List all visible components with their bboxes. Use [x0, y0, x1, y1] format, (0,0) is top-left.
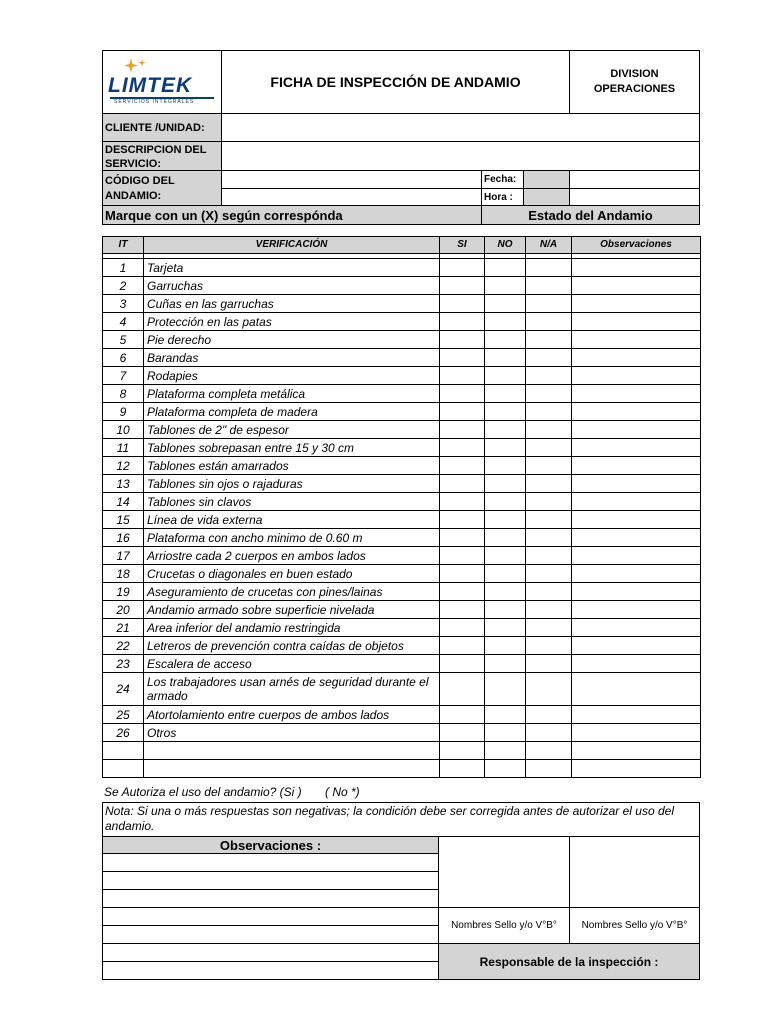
cell-si[interactable]	[440, 511, 485, 529]
empty-row	[103, 760, 701, 778]
cell-si[interactable]	[440, 706, 485, 724]
obs-line-1[interactable]	[102, 853, 439, 872]
cell-no[interactable]	[485, 547, 526, 565]
cell-na[interactable]	[526, 547, 572, 565]
cell-observaciones[interactable]	[572, 583, 701, 601]
descripcion-label	[102, 141, 222, 171]
cell-observaciones[interactable]	[572, 385, 701, 403]
fecha-extra-field[interactable]	[569, 170, 700, 189]
estado-label: Estado del Andamio	[481, 205, 700, 225]
cell-observaciones[interactable]	[572, 706, 701, 724]
cell-no[interactable]	[485, 475, 526, 493]
cell-na[interactable]	[526, 565, 572, 583]
obs-line-3[interactable]	[102, 889, 439, 908]
cell-na[interactable]	[526, 655, 572, 673]
cell-si[interactable]	[440, 583, 485, 601]
cell-si[interactable]	[440, 565, 485, 583]
table-row	[103, 655, 701, 673]
fecha-label: Fecha:	[481, 170, 524, 189]
page-title: FICHA DE INSPECCIÓN DE ANDAMIO	[221, 50, 570, 114]
table-row	[103, 673, 701, 706]
cell-na[interactable]	[526, 637, 572, 655]
item-number	[103, 760, 144, 778]
cell-no[interactable]	[485, 349, 526, 367]
cell-no[interactable]	[485, 601, 526, 619]
cell-no[interactable]	[485, 760, 526, 778]
item-text: Pie derecho	[144, 331, 440, 349]
item-text: Crucetas o diagonales en buen estado	[144, 565, 440, 583]
item-number: 10	[103, 421, 144, 439]
item-number: 26	[103, 724, 144, 742]
table-row	[103, 421, 701, 439]
item-text: Atortolamiento entre cuerpos de ambos lados	[144, 706, 440, 724]
header-observaciones: Observaciones	[572, 237, 701, 254]
item-text	[144, 742, 440, 760]
item-text: Rodapies	[144, 367, 440, 385]
item-text: Barandas	[144, 349, 440, 367]
cell-no[interactable]	[485, 403, 526, 421]
item-text: Plataforma completa de madera	[144, 403, 440, 421]
cell-no[interactable]	[485, 724, 526, 742]
item-text: Otros	[144, 724, 440, 742]
cell-observaciones[interactable]	[572, 331, 701, 349]
descripcion-field[interactable]	[221, 141, 700, 171]
cell-na[interactable]	[526, 529, 572, 547]
table-row	[103, 601, 701, 619]
cell-no[interactable]	[485, 277, 526, 295]
item-number: 7	[103, 367, 144, 385]
cell-si[interactable]	[440, 313, 485, 331]
cell-na[interactable]	[526, 331, 572, 349]
cell-na[interactable]	[526, 673, 572, 706]
table-row	[103, 331, 701, 349]
hora-label: Hora :	[481, 188, 524, 206]
item-number: 9	[103, 403, 144, 421]
cell-si[interactable]	[440, 547, 485, 565]
table-row	[103, 295, 701, 313]
item-number: 24	[103, 673, 144, 706]
descripcion-label-1: DESCRIPCION DEL	[105, 144, 207, 156]
obs-line-2[interactable]	[102, 871, 439, 890]
cell-no[interactable]	[485, 583, 526, 601]
cliente-field[interactable]	[221, 113, 700, 142]
item-text: Tablones de 2" de espesor	[144, 421, 440, 439]
table-row	[103, 493, 701, 511]
table-row	[103, 529, 701, 547]
table-row	[103, 313, 701, 331]
obs-line-5[interactable]	[102, 925, 439, 944]
cell-na[interactable]	[526, 601, 572, 619]
cell-observaciones[interactable]	[572, 547, 701, 565]
cell-observaciones[interactable]	[572, 637, 701, 655]
cell-si[interactable]	[440, 619, 485, 637]
item-text	[144, 760, 440, 778]
cell-observaciones[interactable]	[572, 619, 701, 637]
observaciones-label: Observaciones :	[102, 836, 439, 854]
cell-si[interactable]	[440, 421, 485, 439]
item-text: Plataforma completa metálica	[144, 385, 440, 403]
item-text: Tablones sin clavos	[144, 493, 440, 511]
table-row	[103, 547, 701, 565]
table-row	[103, 583, 701, 601]
item-number: 11	[103, 439, 144, 457]
cell-na[interactable]	[526, 493, 572, 511]
obs-line-7[interactable]	[102, 961, 439, 980]
item-number: 19	[103, 583, 144, 601]
cell-observaciones[interactable]	[572, 277, 701, 295]
company-logo	[106, 56, 218, 108]
item-text: Tablones sobrepasan entre 15 y 30 cm	[144, 439, 440, 457]
item-text: Garruchas	[144, 277, 440, 295]
obs-line-4[interactable]	[102, 907, 439, 926]
division-line2: OPERACIONES	[593, 83, 676, 95]
item-text: Tablones sin ojos o rajaduras	[144, 475, 440, 493]
cell-observaciones[interactable]	[572, 403, 701, 421]
cell-no[interactable]	[485, 313, 526, 331]
cell-si[interactable]	[440, 655, 485, 673]
item-text: Tarjeta	[144, 259, 440, 277]
cell-na[interactable]	[526, 295, 572, 313]
cell-si[interactable]	[440, 259, 485, 277]
cell-si[interactable]	[440, 457, 485, 475]
item-number: 16	[103, 529, 144, 547]
table-row	[103, 403, 701, 421]
cell-no[interactable]	[485, 529, 526, 547]
cell-no[interactable]	[485, 295, 526, 313]
table-row	[103, 259, 701, 277]
cell-no[interactable]	[485, 655, 526, 673]
cell-no[interactable]	[485, 637, 526, 655]
cell-si[interactable]	[440, 673, 485, 706]
cell-na[interactable]	[526, 313, 572, 331]
table-row	[103, 619, 701, 637]
cell-na[interactable]	[526, 742, 572, 760]
item-number: 21	[103, 619, 144, 637]
nota-text: Nota: Si una o más respuestas son negativas; la condición debe ser corregida antes de autorizar el uso del andamio.	[102, 802, 700, 837]
nombres-sello-1: Nombres Sello y/o V°B°	[438, 907, 570, 944]
item-number: 13	[103, 475, 144, 493]
cell-observaciones[interactable]	[572, 601, 701, 619]
cell-observaciones[interactable]	[572, 529, 701, 547]
item-text: Aseguramiento de crucetas con pines/lainas	[144, 583, 440, 601]
cell-na[interactable]	[526, 724, 572, 742]
cell-si[interactable]	[440, 760, 485, 778]
cliente-label: CLIENTE /UNIDAD:	[102, 113, 222, 142]
marque-label: Marque con un (X) según correspónda	[102, 205, 482, 225]
cell-na[interactable]	[526, 367, 572, 385]
logo-text: LIMTEK	[108, 74, 193, 97]
cell-no[interactable]	[485, 439, 526, 457]
signature-area-2[interactable]	[569, 836, 700, 908]
item-number: 17	[103, 547, 144, 565]
item-text: Protección en las patas	[144, 313, 440, 331]
cell-no[interactable]	[485, 493, 526, 511]
cell-no[interactable]	[485, 511, 526, 529]
cell-na[interactable]	[526, 475, 572, 493]
item-text: Plataforma con ancho minimo de 0.60 m	[144, 529, 440, 547]
item-number: 14	[103, 493, 144, 511]
fecha-field[interactable]	[523, 170, 570, 189]
cell-si[interactable]	[440, 295, 485, 313]
signature-area-1[interactable]	[438, 836, 570, 908]
item-text: Línea de vida externa	[144, 511, 440, 529]
cell-no[interactable]	[485, 673, 526, 706]
item-number: 22	[103, 637, 144, 655]
cell-si[interactable]	[440, 367, 485, 385]
table-row	[103, 475, 701, 493]
cell-no[interactable]	[485, 421, 526, 439]
cell-na[interactable]	[526, 385, 572, 403]
cell-no[interactable]	[485, 457, 526, 475]
item-number: 25	[103, 706, 144, 724]
codigo-field-1[interactable]	[221, 170, 482, 189]
table-row	[103, 457, 701, 475]
empty-row	[103, 742, 701, 760]
cell-no[interactable]	[485, 385, 526, 403]
codigo-field-2[interactable]	[221, 188, 482, 206]
header-no: NO	[485, 237, 526, 254]
nombres-sello-2: Nombres Sello y/o V°B°	[569, 907, 700, 944]
item-number: 4	[103, 313, 144, 331]
cell-si[interactable]	[440, 475, 485, 493]
cell-na[interactable]	[526, 457, 572, 475]
item-number: 18	[103, 565, 144, 583]
cell-observaciones[interactable]	[572, 457, 701, 475]
cell-observaciones[interactable]	[572, 760, 701, 778]
cell-si[interactable]	[440, 724, 485, 742]
cell-si[interactable]	[440, 637, 485, 655]
cell-na[interactable]	[526, 403, 572, 421]
cell-no[interactable]	[485, 367, 526, 385]
cell-no[interactable]	[485, 742, 526, 760]
cell-na[interactable]	[526, 511, 572, 529]
cell-na[interactable]	[526, 277, 572, 295]
cell-observaciones[interactable]	[572, 655, 701, 673]
cell-si[interactable]	[440, 331, 485, 349]
item-text: Area inferior del andamio restringida	[144, 619, 440, 637]
table-row	[103, 724, 701, 742]
responsable-label: Responsable de la inspección :	[438, 943, 700, 980]
item-number: 23	[103, 655, 144, 673]
item-number: 12	[103, 457, 144, 475]
item-number	[103, 742, 144, 760]
cell-si[interactable]	[440, 403, 485, 421]
cell-observaciones[interactable]	[572, 421, 701, 439]
cell-si[interactable]	[440, 742, 485, 760]
codigo-label-1: CÓDIGO DEL	[105, 175, 175, 187]
header-it: IT	[103, 237, 144, 254]
cell-no[interactable]	[485, 259, 526, 277]
item-number: 1	[103, 259, 144, 277]
table-row	[103, 277, 701, 295]
table-row	[103, 349, 701, 367]
division-cell	[569, 50, 700, 114]
item-text: Andamio armado sobre superficie nivelada	[144, 601, 440, 619]
cell-observaciones[interactable]	[572, 742, 701, 760]
checklist-table	[102, 236, 701, 778]
table-row	[103, 385, 701, 403]
item-text: Letreros de prevención contra caídas de objetos	[144, 637, 440, 655]
cell-si[interactable]	[440, 493, 485, 511]
logo-subtitle: SERVICIOS INTEGRALES	[114, 99, 195, 105]
item-number: 15	[103, 511, 144, 529]
item-number: 8	[103, 385, 144, 403]
table-row	[103, 511, 701, 529]
cell-na[interactable]	[526, 706, 572, 724]
table-header-row	[103, 237, 701, 254]
cell-na[interactable]	[526, 349, 572, 367]
item-text: Escalera de acceso	[144, 655, 440, 673]
table-row	[103, 637, 701, 655]
table-row	[103, 439, 701, 457]
item-number: 2	[103, 277, 144, 295]
cell-si[interactable]	[440, 529, 485, 547]
table-row	[103, 367, 701, 385]
cell-observaciones[interactable]	[572, 259, 701, 277]
cell-si[interactable]	[440, 349, 485, 367]
descripcion-label-2: SERVICIO:	[105, 158, 162, 170]
hora-field[interactable]	[523, 188, 570, 206]
cell-observaciones[interactable]	[572, 493, 701, 511]
cell-si[interactable]	[440, 439, 485, 457]
item-number: 5	[103, 331, 144, 349]
item-number: 6	[103, 349, 144, 367]
codigo-label	[102, 170, 222, 206]
cell-observaciones[interactable]	[572, 475, 701, 493]
cell-no[interactable]	[485, 565, 526, 583]
item-number: 20	[103, 601, 144, 619]
header-verificacion: VERIFICACIÓN	[144, 237, 440, 254]
cell-na[interactable]	[526, 259, 572, 277]
item-text: Los trabajadores usan arnés de seguridad durante el armado	[144, 673, 440, 706]
table-row	[103, 565, 701, 583]
cell-observaciones[interactable]	[572, 511, 701, 529]
cell-si[interactable]	[440, 385, 485, 403]
cell-observaciones[interactable]	[572, 367, 701, 385]
header-na: N/A	[526, 237, 572, 254]
item-text: Tablones están amarrados	[144, 457, 440, 475]
item-number: 3	[103, 295, 144, 313]
cell-na[interactable]	[526, 421, 572, 439]
item-text: Cuñas en las garruchas	[144, 295, 440, 313]
cell-observaciones[interactable]	[572, 295, 701, 313]
cell-si[interactable]	[440, 277, 485, 295]
cell-observaciones[interactable]	[572, 673, 701, 706]
cell-observaciones[interactable]	[572, 439, 701, 457]
item-text: Arriostre cada 2 cuerpos en ambos lados	[144, 547, 440, 565]
obs-line-6[interactable]	[102, 943, 439, 962]
cell-si[interactable]	[440, 601, 485, 619]
division-line1: DIVISION	[610, 68, 659, 80]
header-si: SI	[440, 237, 485, 254]
cell-observaciones[interactable]	[572, 565, 701, 583]
cell-na[interactable]	[526, 619, 572, 637]
cell-na[interactable]	[526, 583, 572, 601]
cell-no[interactable]	[485, 706, 526, 724]
cell-no[interactable]	[485, 619, 526, 637]
cell-no[interactable]	[485, 331, 526, 349]
hora-extra-field[interactable]	[569, 188, 700, 206]
cell-na[interactable]	[526, 760, 572, 778]
cell-na[interactable]	[526, 439, 572, 457]
cell-observaciones[interactable]	[572, 349, 701, 367]
codigo-label-2: ANDAMIO:	[105, 190, 162, 202]
cell-observaciones[interactable]	[572, 724, 701, 742]
autoriza-question: Se Autoriza el uso del andamio? (Si ) ( No *)	[104, 785, 360, 799]
cell-observaciones[interactable]	[572, 313, 701, 331]
table-row	[103, 706, 701, 724]
